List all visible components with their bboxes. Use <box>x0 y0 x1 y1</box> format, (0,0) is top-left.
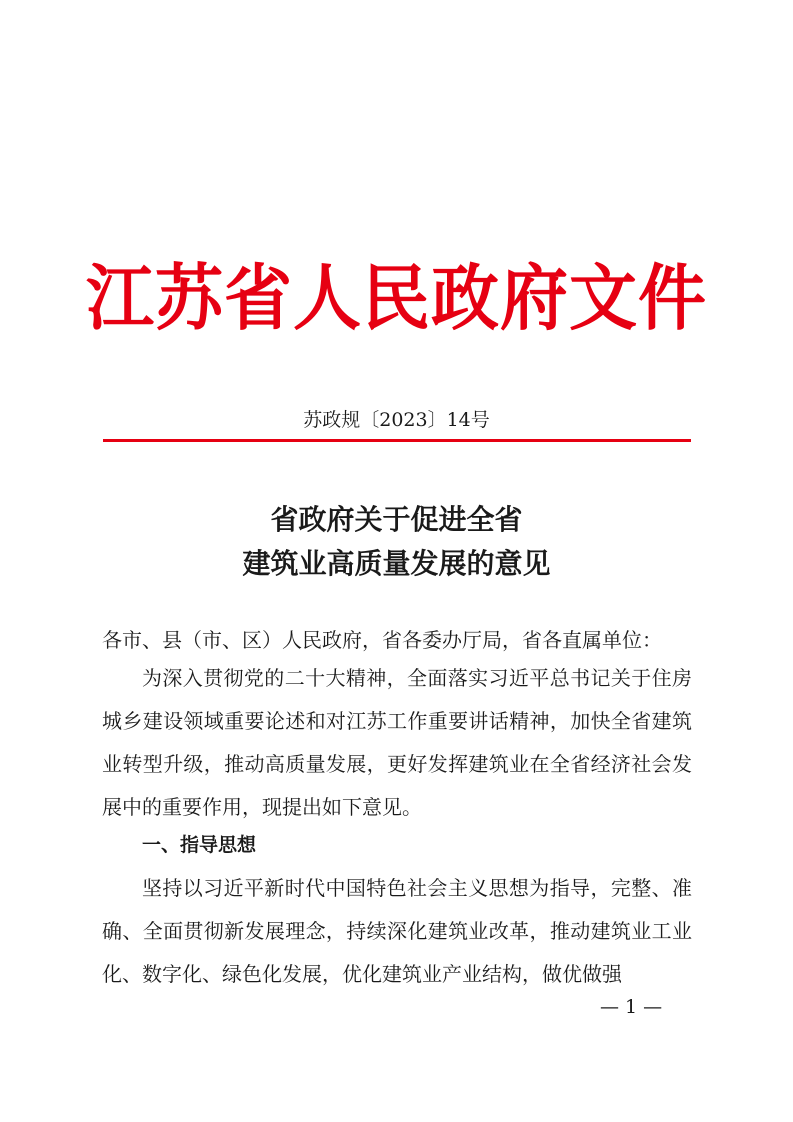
red-divider-line <box>103 439 691 442</box>
masthead-title: 江苏省人民政府文件 <box>85 258 707 341</box>
addressee-line: 各市、县（市、区）人民政府，省各委办厅局，省各直属单位： <box>102 628 662 652</box>
document-title <box>0 498 793 586</box>
document-title-line-1: 省政府关于促进全省 <box>270 503 523 536</box>
intro-paragraph: 为深入贯彻党的二十大精神，全面落实习近平总书记关于住房城乡建设领域重要论述和对江苏工作重要讲话精神，加快全省建筑业转型升级，推动高质量发展，更好发挥建筑业在全省经济社会发展中的重要作用，现提出如下意见。 <box>102 666 692 819</box>
page-number: — 1 — <box>600 996 663 1018</box>
document-title-line-2: 建筑业高质量发展的意见 <box>242 547 551 580</box>
section-1-paragraph: 坚持以习近平新时代中国特色社会主义思想为指导，完整、准确、全面贯彻新发展理念，持续深化建筑业改革，推动建筑业工业化、数字化、绿色化发展，优化建筑业产业结构，做优做强 <box>102 876 692 986</box>
section-heading-guiding-ideology: 一、指导思想 <box>142 834 257 856</box>
document-number: 苏政规〔2023〕14号 <box>303 409 490 431</box>
